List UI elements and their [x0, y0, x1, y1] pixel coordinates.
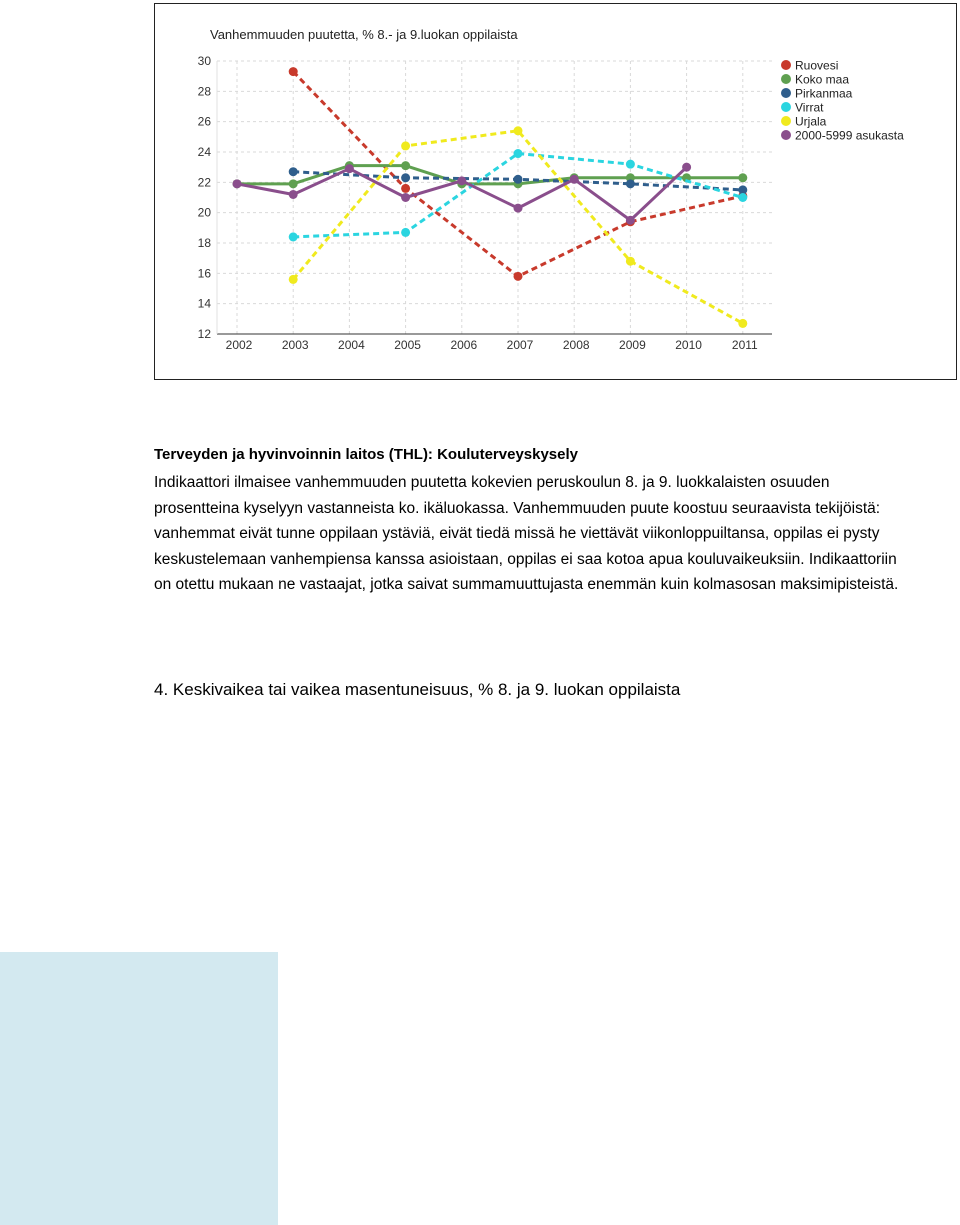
x-tick-label: 2011 [731, 338, 758, 352]
data-point-urjala [514, 126, 523, 135]
legend-marker-ruovesi [781, 60, 791, 70]
data-point-2000-5999-asukasta [345, 164, 354, 173]
data-point-pirkanmaa [289, 167, 298, 176]
legend-marker-pirkanmaa [781, 88, 791, 98]
chart-title: Vanhemmuuden puutetta, % 8.- ja 9.luokan oppilaista [210, 27, 518, 42]
indicator-description: Indikaattori ilmaisee vanhemmuuden puutetta kokevien peruskoulun 8. ja 9. luokkalaisten osuuden prosentteina kyselyyn vastanneista ko. ikäluokassa. Vanhemmuuden puute koostuu seuraavista tekijöistä: vanhemmat eivät tunne oppilaan ystäviä, eivät tiedä missä he viettävät viikonloppuiltansa, oppilas ei pysty keskustelemaan vanhempiensa kanssa asioistaan, oppilas ei saa kotoa apua kouluvaikeuksiin. Indikaattoriin on otettu mukaan ne vastaajat, jotka saivat summamuuttujasta enemmän kuin kolmasosan maksimipisteistä. [154, 474, 899, 594]
legend-marker-koko-maa [781, 74, 791, 84]
y-tick-label: 26 [197, 114, 211, 129]
data-point-virrat [401, 228, 410, 237]
data-point-pirkanmaa [626, 179, 635, 188]
data-point-urjala [738, 319, 747, 328]
data-point-2000-5999-asukasta [233, 179, 242, 188]
data-point-pirkanmaa [514, 175, 523, 184]
legend-marker-2000-5999-asukasta [781, 130, 791, 140]
data-point-urjala [401, 141, 410, 150]
data-point-pirkanmaa [401, 173, 410, 182]
y-tick-label: 24 [197, 145, 211, 159]
x-tick-label: 2004 [338, 338, 365, 352]
legend-label-koko-maa: Koko maa [795, 72, 850, 87]
x-tick-label: 2002 [225, 338, 253, 352]
decorative-blue-block [0, 952, 278, 1225]
y-tick-label: 30 [197, 54, 211, 68]
y-tick-label: 20 [197, 205, 211, 220]
source-heading: Terveyden ja hyvinvoinnin laitos (THL): Kouluterveyskysely [154, 446, 579, 463]
chart-panel [154, 3, 957, 380]
legend-marker-urjala [781, 116, 791, 126]
data-point-virrat [289, 232, 298, 241]
y-tick-label: 14 [197, 296, 211, 311]
line-chart [155, 4, 956, 379]
data-point-urjala [626, 257, 635, 266]
legend-label-urjala: Urjala [795, 114, 827, 129]
data-point-ruovesi [514, 272, 523, 281]
data-point-2000-5999-asukasta [626, 216, 635, 225]
data-point-ruovesi [401, 184, 410, 193]
x-tick-label: 2003 [281, 338, 309, 352]
data-point-urjala [289, 275, 298, 284]
data-point-2000-5999-asukasta [289, 190, 298, 199]
data-point-2000-5999-asukasta [682, 163, 691, 172]
data-point-2000-5999-asukasta [570, 175, 579, 184]
x-tick-label: 2010 [675, 338, 702, 352]
data-point-2000-5999-asukasta [401, 193, 410, 202]
x-tick-label: 2005 [394, 338, 421, 352]
data-point-ruovesi [289, 67, 298, 76]
data-point-2000-5999-asukasta [457, 176, 466, 185]
data-point-virrat [514, 149, 523, 158]
legend-label-pirkanmaa: Pirkanmaa [795, 86, 853, 101]
section-title: 4. Keskivaikea tai vaikea masentuneisuus, % 8. ja 9. luokan oppilaista [154, 680, 681, 699]
x-tick-label: 2007 [506, 338, 534, 352]
legend-marker-virrat [781, 102, 791, 112]
data-point-koko-maa [401, 161, 410, 170]
data-point-2000-5999-asukasta [514, 204, 523, 213]
y-tick-label: 22 [197, 175, 211, 190]
data-point-koko-maa [289, 179, 298, 188]
y-tick-label: 18 [197, 236, 211, 250]
data-point-koko-maa [738, 173, 747, 182]
legend-label-ruovesi: Ruovesi [795, 58, 839, 73]
legend-label-virrat: Virrat [795, 100, 824, 115]
y-tick-label: 28 [197, 84, 211, 99]
x-tick-label: 2008 [562, 338, 590, 352]
legend-label-2000-5999-asukasta: 2000-5999 asukasta [795, 128, 904, 143]
data-point-virrat [626, 160, 635, 169]
x-tick-label: 2009 [619, 338, 646, 352]
y-tick-label: 12 [197, 327, 211, 341]
x-tick-label: 2006 [450, 338, 478, 352]
data-point-virrat [738, 193, 747, 202]
y-tick-label: 16 [197, 266, 211, 281]
